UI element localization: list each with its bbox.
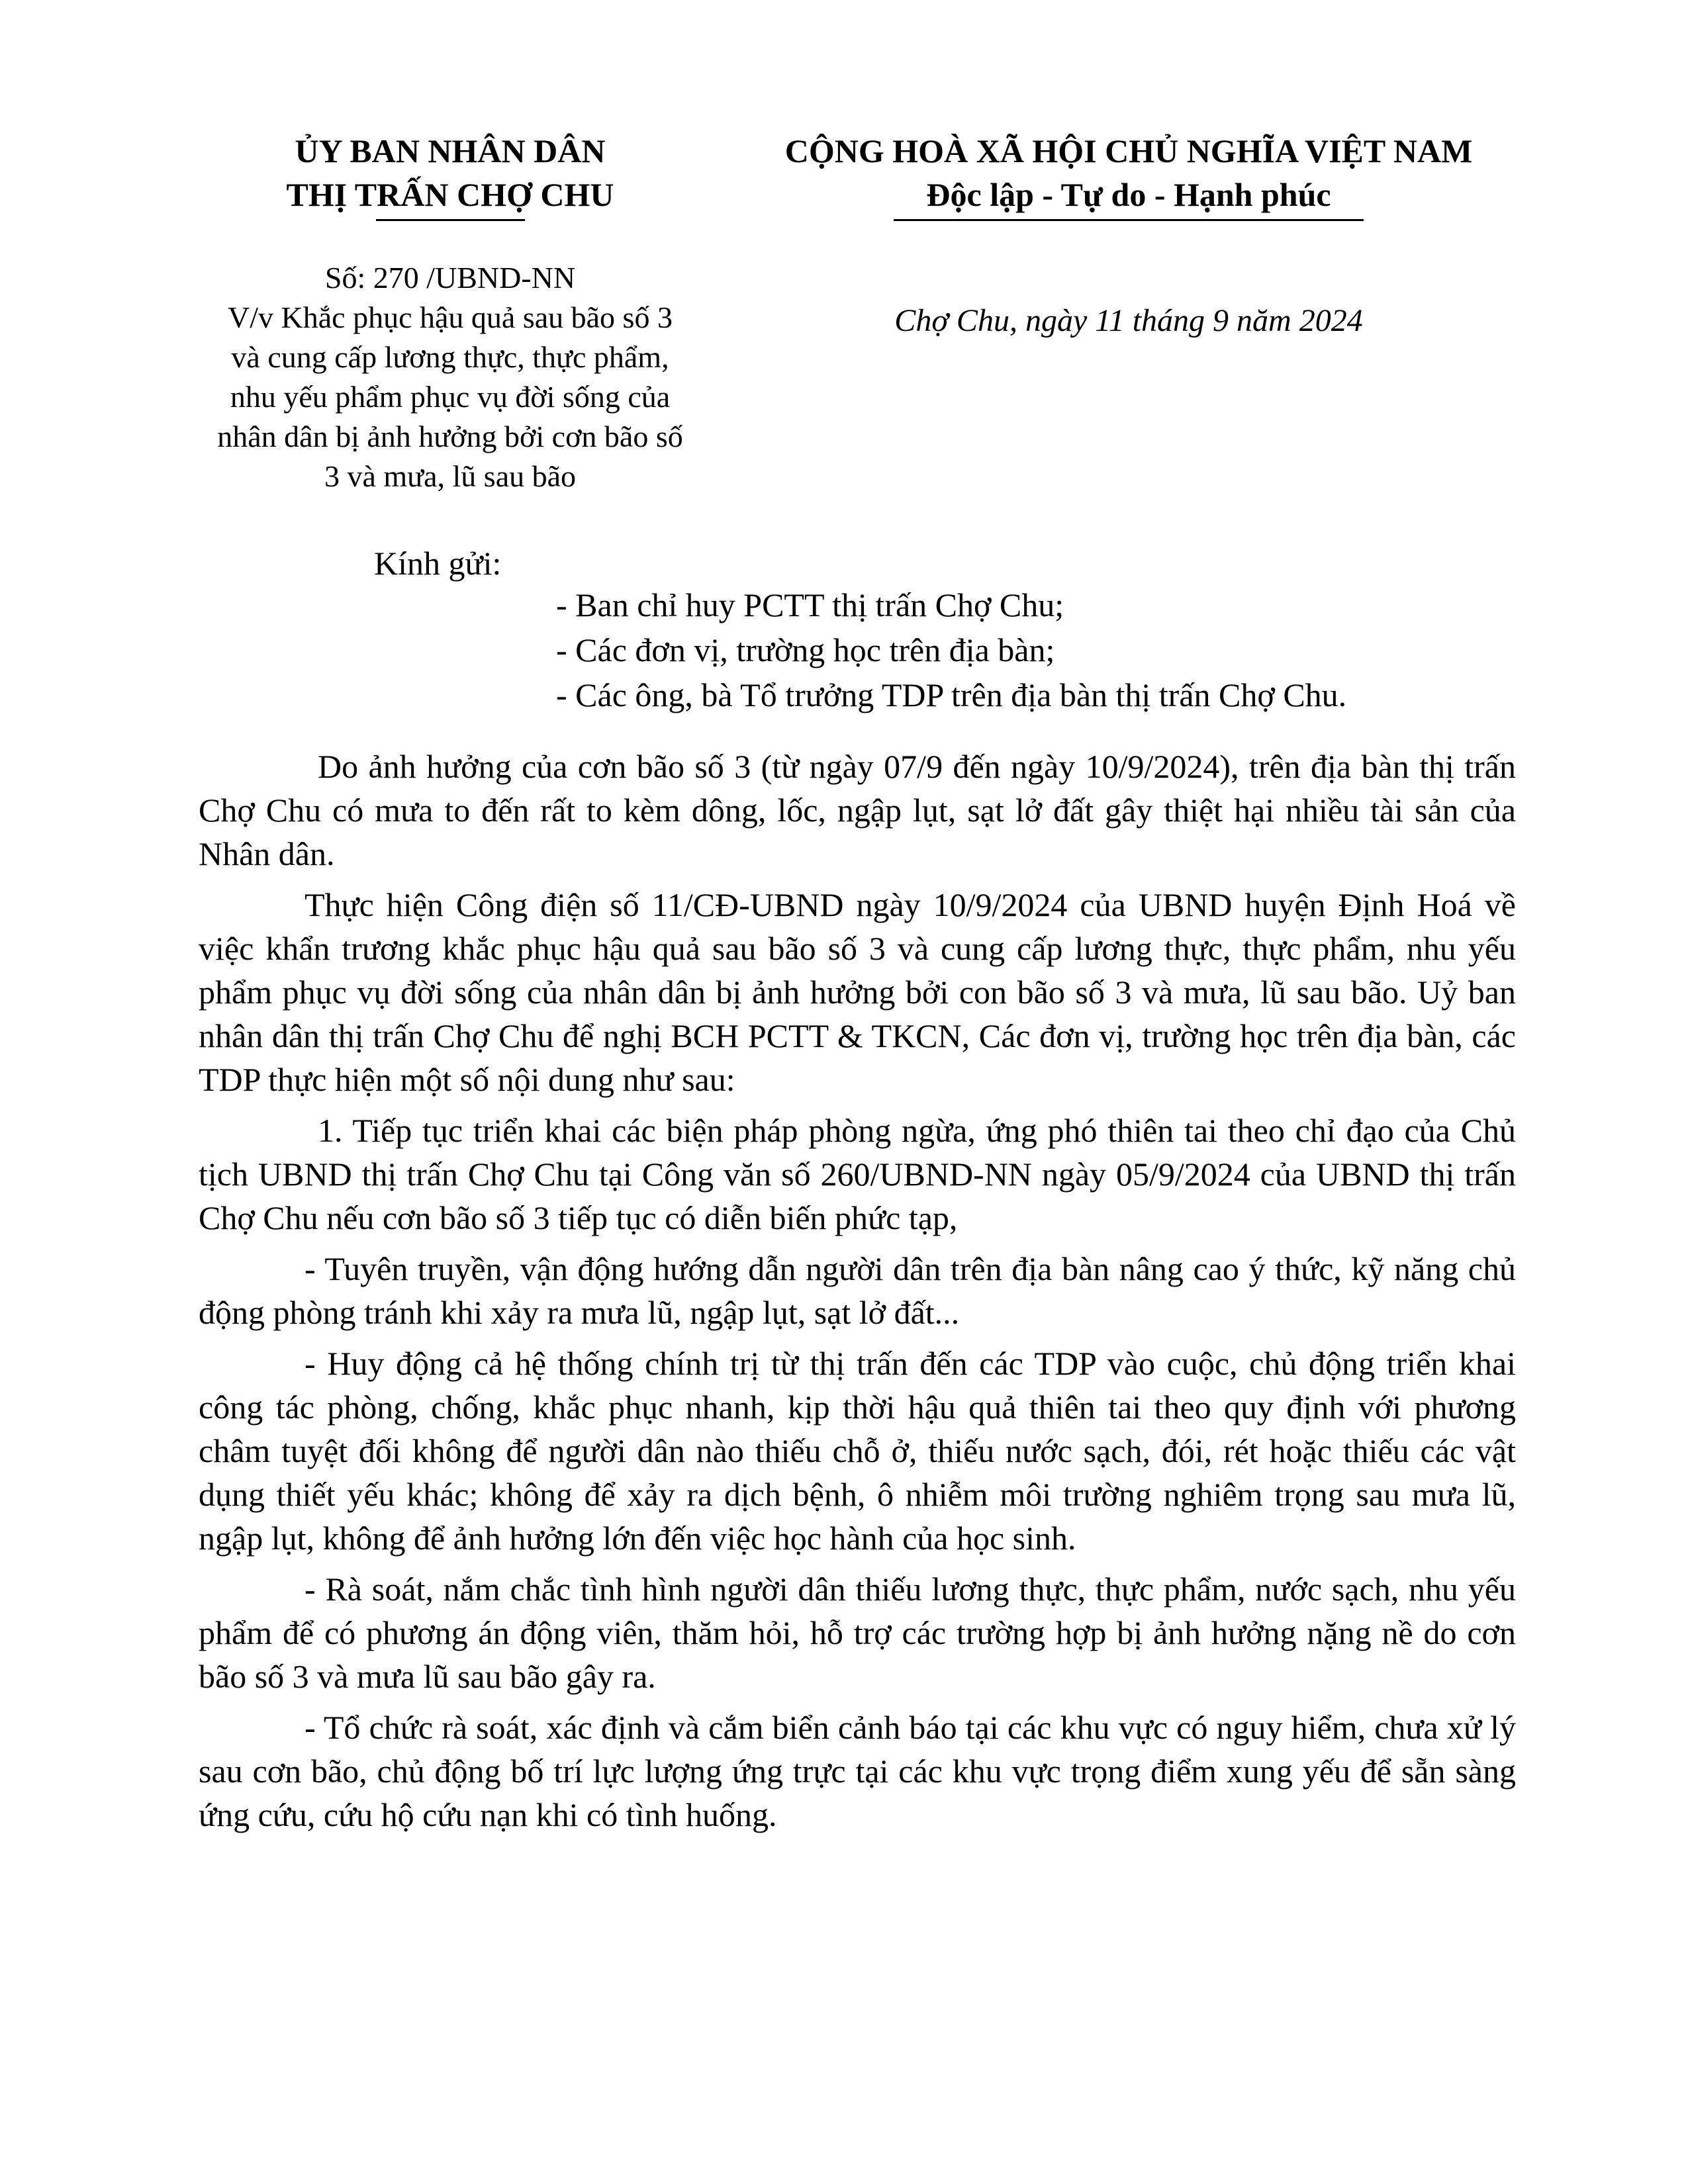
motto-underline [894,219,1364,221]
body-paragraph: 1. Tiếp tục triển khai các biện pháp phòng ngừa, ứng phó thiên tai theo chỉ đạo của Chủ tịch UBND thị trấn Chợ Chu tại Công văn số 260/UBND-NN ngày 05/9/2024 của UBND thị trấn Chợ Chu nếu cơn bão số 3 tiếp tục có diễn biến phức tạp, [199,1112,1516,1236]
authority-line-2: THỊ TRẤN CHỢ CHU [286,176,614,213]
national-motto [715,129,1542,221]
body-paragraph: - Tuyên truyền, vận động hướng dẫn người dân trên địa bàn nâng cao ý thức, kỹ năng chủ động phòng tránh khi xảy ra mưa lũ, ngập lụt, sạt lở đất... [199,1250,1516,1331]
issuing-authority [199,129,702,221]
body-paragraph: - Huy động cả hệ thống chính trị từ thị trấn đến các TDP vào cuộc, chủ động triển khai công tác phòng, chống, khắc phục nhanh, kịp thời hậu quả thiên tai theo quy định với phương châm tuyệt đối không để người dân nào thiếu chỗ ở, thiếu nước sạch, đói, rét hoặc thiếu các vật dụng thiết yếu khác; không để xảy ra dịch bệnh, ô nhiễm môi trường nghiêm trọng sau mưa lũ, ngập lụt, không để ảnh hưởng lớn đến việc học hành của học sinh. [199,1345,1516,1557]
subject-line: và cung cấp lương thực, thực phẩm, [231,340,669,374]
subject-line: nhu yếu phẩm phục vụ đời sống của [230,380,671,414]
issue-date: Chợ Chu, ngày 11 tháng 9 năm 2024 [894,303,1363,338]
recipient-item: - Các ông, bà Tổ trưởng TDP trên địa bàn thị trấn Chợ Chu. [556,676,1347,713]
salutation: Kính gửi: [374,545,502,582]
recipient-item: - Các đơn vị, trường học trên địa bàn; [556,631,1055,668]
subject-line: V/v Khắc phục hậu quả sau bão số 3 [228,300,673,334]
nation-name: CỘNG HOÀ XÃ HỘI CHỦ NGHĨA VIỆT NAM [784,132,1473,169]
body-paragraph: - Rà soát, nắm chắc tình hình người dân thiếu lương thực, thực phẩm, nước sạch, nhu yếu phẩm để có phương án động viên, thăm hỏi, hỗ trợ các trường hợp bị ảnh hưởng nặng nề do cơn bão số 3 và mưa lũ sau bão gây ra. [199,1570,1516,1695]
recipient-list [556,582,1589,717]
authority-underline [376,219,525,221]
document-number: Số: 270 /UBND-NN [324,261,576,295]
subject-line: nhân dân bị ảnh hưởng bởi cơn bão số [217,420,683,453]
document-reference [199,258,702,496]
subject-line: 3 và mưa, lũ sau bão [324,459,577,493]
motto: Độc lập - Tự do - Hạnh phúc [926,176,1331,213]
body-paragraph: Do ảnh hưởng của cơn bão số 3 (từ ngày 07/9 đến ngày 10/9/2024), trên địa bàn thị trấn Chợ Chu có mưa to đến rất to kèm dông, lốc, ngập lụt, sạt lở đất gây thiệt hại nhiều tài sản của Nhân dân. [199,748,1516,872]
document-body [199,745,1516,1844]
authority-line-1: ỦY BAN NHÂN DÂN [295,132,606,169]
body-paragraph: Thực hiện Công điện số 11/CĐ-UBND ngày 10/9/2024 của UBND huyện Định Hoá về việc khẩn trương khắc phục hậu quả sau bão số 3 và cung cấp lương thực, thực phẩm, nhu yếu phẩm phục vụ đời sống của nhân dân bị ảnh hưởng bởi con bão số 3 và mưa, lũ sau bão. Uỷ ban nhân dân thị trấn Chợ Chu để nghị BCH PCTT & TKCN, Các đơn vị, trường học trên địa bàn, các TDP thực hiện một số nội dung như sau: [199,886,1516,1098]
recipient-item: - Ban chỉ huy PCTT thị trấn Chợ Chu; [556,586,1064,623]
body-paragraph: - Tổ chức rà soát, xác định và cắm biển cảnh báo tại các khu vực có nguy hiểm, chưa xử lý sau cơn bão, chủ động bố trí lực lượng ứng trực tại các khu vực trọng điểm xung yếu để sẵn sàng ứng cứu, cứu hộ cứu nạn khi có tình huống. [199,1709,1516,1833]
